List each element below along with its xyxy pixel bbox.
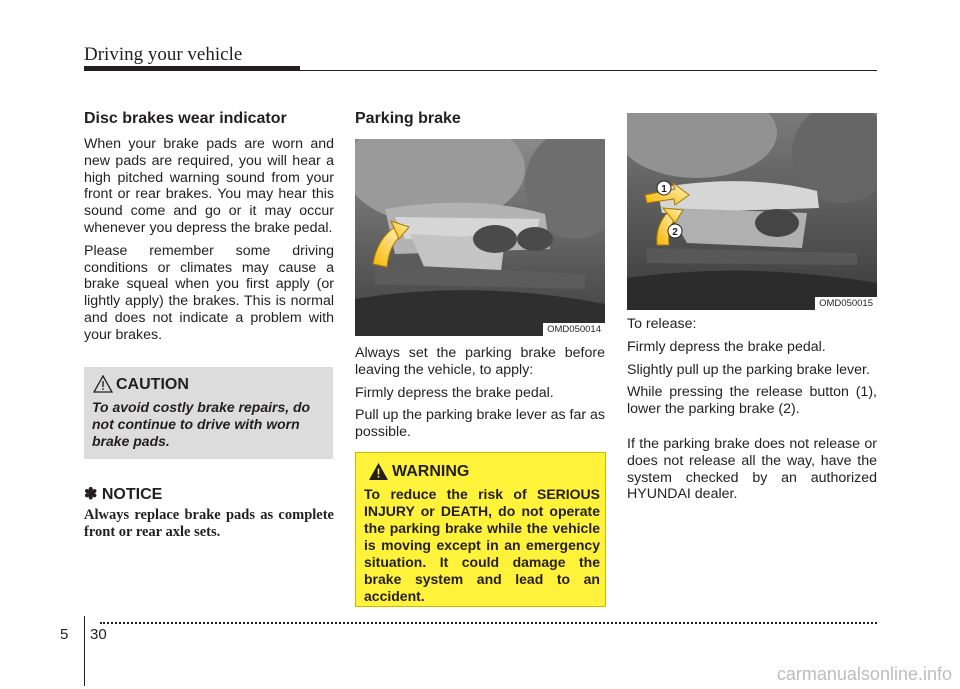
parking-brake-apply-photo — [355, 139, 605, 336]
page-header-title: Driving your vehicle — [84, 44, 243, 65]
header-rule-thick — [84, 66, 300, 71]
release-step2: Slightly pull up the parking brake lever. — [627, 361, 870, 378]
warning-title: WARNING — [392, 463, 470, 480]
parking-brake-release-photo — [627, 113, 877, 310]
warning-triangle-icon — [368, 462, 389, 481]
release-intro: To release: — [627, 316, 697, 332]
parking-apply-step2: Pull up the parking brake lever as far as possible. — [355, 407, 605, 441]
image-code-1: OMD050014 — [543, 323, 605, 336]
warning-box — [355, 452, 606, 607]
warning-text: To reduce the risk of SERIOUS INJURY or DEATH, do not operate the parking brake while the vehicle is moving except in an emergency situation. It could damage the brake system and lead to an accident. — [364, 486, 600, 604]
parking-apply-step1: Firmly depress the brake pedal. — [355, 384, 554, 401]
parking-apply-text — [355, 345, 605, 447]
page-number: 30 — [90, 626, 107, 643]
footer-vertical-rule — [84, 616, 85, 686]
disc-brakes-paragraph-1: When your brake pads are worn and new pads are required, you will hear a high pitched warning sound from your front or rear brakes. You may hear this sound come and go or it may occur whenever you depress the brake pedal. — [84, 136, 334, 236]
chapter-number: 5 — [60, 626, 69, 643]
parking-brake-heading: Parking brake — [355, 110, 461, 127]
release-step1: Firmly depress the brake pedal. — [627, 338, 826, 355]
header-rule-thin — [300, 70, 877, 71]
watermark: carmanualsonline.info — [776, 664, 952, 684]
caution-box — [84, 367, 333, 459]
notice-text: Always replace brake pads as complete front or rear axle sets. — [84, 507, 334, 540]
disc-brakes-heading: Disc brakes wear indicator — [84, 110, 287, 127]
footer-dotted-rule — [100, 622, 877, 624]
caution-title: CAUTION — [116, 376, 189, 393]
caution-text: To avoid costly brake repairs, do not continue to drive with worn brake pads. — [92, 399, 311, 449]
parking-brake-heading-wrap — [355, 110, 605, 136]
release-note: If the parking brake does not release or does not release all the way, have the system checked by an authorized HYUNDAI dealer. — [627, 435, 877, 503]
notice-title: ✽ NOTICE — [84, 486, 163, 503]
image-code-2: OMD050015 — [815, 297, 877, 310]
callout-label-1: 1 — [661, 184, 667, 195]
disc-brakes-section — [84, 110, 334, 350]
parking-brake-release-illustration — [627, 113, 877, 310]
caution-triangle-icon — [93, 375, 113, 393]
release-text — [627, 316, 877, 509]
parking-apply-intro: Always set the parking brake before leaving the vehicle, to apply: — [355, 345, 605, 378]
disc-brakes-paragraph-2: Please remember some driving conditions or climates may cause a brake squeal when you first apply (or lightly apply) the brakes. This is normal and does not indicate a problem with your brakes. — [84, 242, 334, 343]
parking-brake-lever-illustration — [355, 139, 605, 336]
release-step3: While pressing the release button (1), lower the parking brake (2). — [627, 384, 877, 418]
callout-label-2: 2 — [672, 227, 678, 238]
